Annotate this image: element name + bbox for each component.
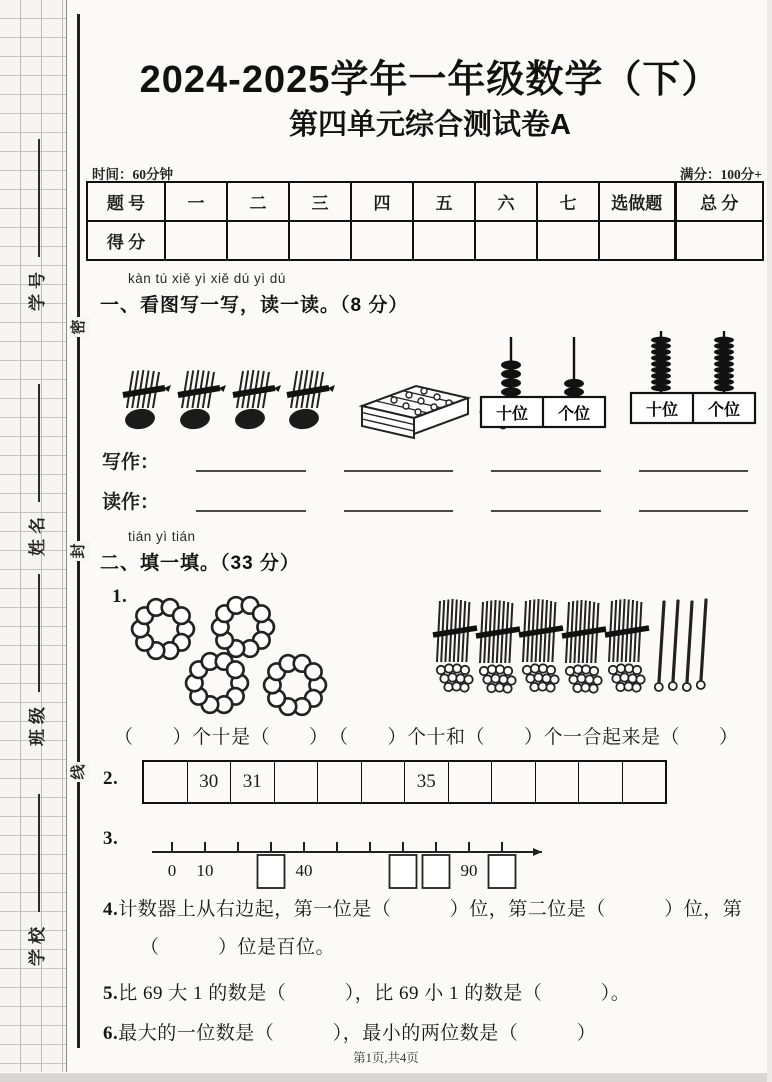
header-q6: 六 [475, 182, 537, 221]
header-optional: 选做题 [599, 182, 675, 221]
header-q7: 七 [537, 182, 599, 221]
q4-number: 4. [103, 899, 119, 920]
read-row [102, 487, 754, 514]
header-q1: 一 [165, 182, 227, 221]
section2-heading: 二、填一填。（33 分） [100, 553, 300, 574]
q2-number-strip [142, 760, 667, 804]
scan-edge-right [767, 0, 772, 1082]
header-q4: 四 [351, 182, 413, 221]
score-cell [289, 221, 351, 260]
section1-pinyin: kàn tú xiě yì xiě dú yì dú [128, 271, 286, 286]
write-label: 写作： [102, 452, 160, 473]
q5-line [103, 978, 630, 1005]
q1-bead-rings-figure [124, 592, 336, 722]
q2-cell: 30 [187, 761, 231, 803]
header-total: 总 分 [675, 182, 763, 221]
q1-text: （ ）个十是（ ） （ ）个十和（ ）个一合起来是（ ） [114, 727, 739, 748]
student-id-label: 学号 [28, 267, 47, 311]
section2-pinyin: tián yì tián [128, 529, 196, 544]
read-blank-2 [344, 488, 454, 512]
q2-cell [535, 761, 579, 803]
tens-place-label: 十位 [495, 406, 529, 423]
q1-number: 1. [112, 586, 128, 607]
name-field [27, 365, 49, 575]
q3-tick-label-10: 10 [196, 861, 214, 880]
school-blank [38, 794, 40, 912]
seal-line [77, 14, 80, 1048]
seal-char-mi: 密 [69, 317, 89, 337]
write-blank-3 [491, 448, 601, 472]
write-blank-2 [344, 448, 454, 472]
score-table-header-row [87, 182, 763, 221]
stick-bundles-figure [120, 368, 336, 436]
q4-line1 [103, 894, 742, 921]
class-field [27, 555, 49, 765]
q5-number: 5. [103, 983, 119, 1004]
q2-cell [622, 761, 666, 803]
school-label: 学校 [28, 922, 47, 966]
student-id-field [27, 120, 49, 330]
q2-cell [274, 761, 318, 803]
read-blank-1 [196, 488, 306, 512]
scan-edge-bottom [0, 1073, 772, 1082]
write-row [102, 447, 754, 474]
section1-heading: 一、看图写一写，读一读。（8 分） [100, 295, 409, 316]
header-question-no: 题 号 [87, 182, 165, 221]
q3-answer-box-80 [423, 855, 450, 888]
ones-place-label: 个位 [557, 406, 591, 423]
header-q5: 五 [413, 182, 475, 221]
q6-number: 6. [103, 1023, 119, 1044]
paper-subtitle: 第四单元综合测试卷A [289, 109, 571, 141]
q2-cell [318, 761, 362, 803]
score-cell [537, 221, 599, 260]
write-blank-1 [196, 448, 306, 472]
page-footer: 第1页,共4页 [353, 1051, 419, 1065]
q3-answer-box-100 [489, 855, 516, 888]
counter-figure-2 [628, 331, 758, 427]
time-limit: 时间：60分钟 [92, 167, 173, 182]
full-score: 满分：100分+ [680, 167, 762, 182]
q4-text-1: 计数器上从右边起，第一位是（ ）位，第二位是（ ）位，第 [118, 899, 743, 920]
q3-tick-label-90: 90 [460, 861, 478, 880]
q6-line [103, 1018, 596, 1045]
q2-cell [448, 761, 492, 803]
score-table-score-row [87, 221, 763, 260]
seal-char-feng: 封 [69, 541, 89, 561]
q2-cell [361, 761, 405, 803]
q2-cell [492, 761, 536, 803]
tens-place-label: 十位 [645, 402, 679, 419]
read-blank-3 [491, 488, 601, 512]
write-blank-4 [639, 448, 749, 472]
q2-cell: 35 [405, 761, 449, 803]
score-cell [165, 221, 227, 260]
counter-figure-1 [478, 335, 608, 431]
paper-title: 2024-2025学年一年级数学（下） [139, 59, 721, 101]
read-blank-4 [639, 488, 749, 512]
q3-answer-box-30 [258, 855, 285, 888]
school-field [27, 775, 49, 985]
header-q3: 三 [289, 182, 351, 221]
score-cell-total [675, 221, 763, 260]
q3-number: 3. [103, 828, 119, 849]
q2-cell [143, 761, 187, 803]
name-blank [38, 384, 40, 502]
class-blank [38, 574, 40, 692]
q4-line2: （ ）位是百位。 [140, 937, 336, 958]
score-row-label: 得 分 [87, 221, 165, 260]
class-label: 班级 [28, 702, 47, 746]
ones-place-label: 个位 [707, 402, 741, 419]
q5-text: 比 69 大 1 的数是（ ），比 69 小 1 的数是（ ）。 [118, 983, 631, 1004]
q3-tick-label-40: 40 [295, 861, 313, 880]
score-cell [227, 221, 289, 260]
seal-char-xian: 线 [69, 762, 89, 782]
read-label: 读作： [102, 492, 160, 513]
q2-cell [579, 761, 623, 803]
q3-tick-label-0: 0 [167, 861, 177, 880]
q6-text: 最大的一位数是（ ），最小的两位数是（ ） [118, 1023, 597, 1044]
q2-number: 2. [103, 768, 119, 789]
q3-answer-box-70 [390, 855, 417, 888]
score-cell [351, 221, 413, 260]
student-id-blank [38, 139, 40, 257]
score-cell [599, 221, 675, 260]
header-q2: 二 [227, 182, 289, 221]
q1-sticks-figure [432, 596, 708, 702]
score-cell [413, 221, 475, 260]
q3-number-line [150, 834, 570, 892]
q2-cell: 31 [231, 761, 275, 803]
score-cell [475, 221, 537, 260]
score-table [86, 181, 764, 261]
name-label: 姓名 [28, 512, 47, 556]
